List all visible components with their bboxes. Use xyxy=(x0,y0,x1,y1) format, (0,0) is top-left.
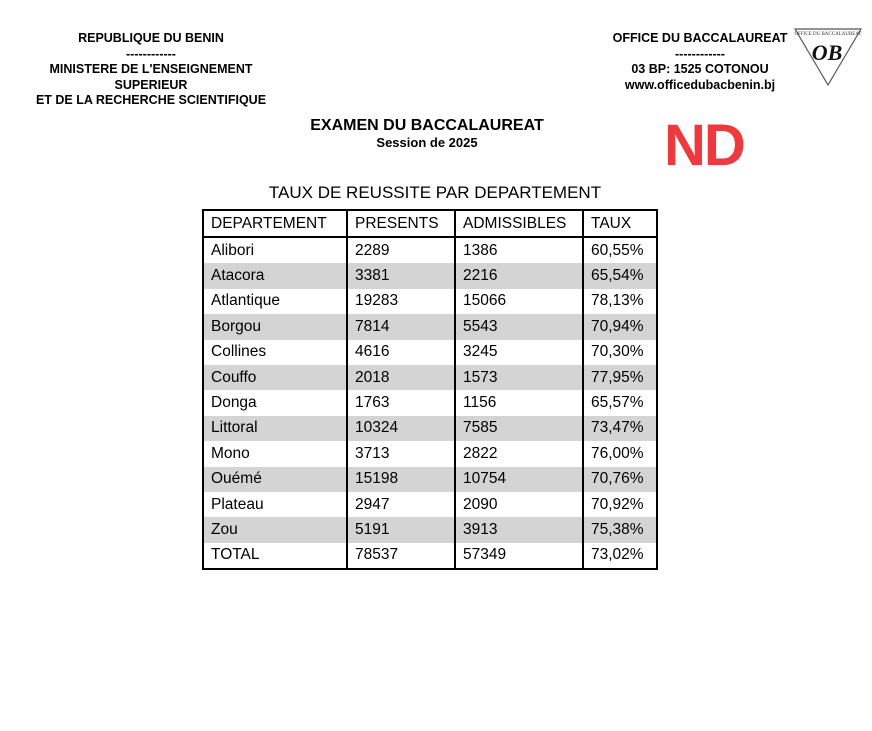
table-caption: TAUX DE REUSSITE PAR DEPARTEMENT xyxy=(268,183,602,202)
cell-admissibles: 1573 xyxy=(455,365,583,390)
nd-brand-logo: ND xyxy=(664,113,744,178)
cell-departement: Alibori xyxy=(203,237,347,263)
table-row xyxy=(203,517,657,542)
table-row xyxy=(203,314,657,339)
cell-departement: Collines xyxy=(203,340,347,365)
table-row xyxy=(203,340,657,365)
page-title: EXAMEN DU BACCALAUREAT xyxy=(310,117,544,134)
page-subtitle: Session de 2025 xyxy=(376,135,478,150)
ministry-line-1: MINISTERE DE L'ENSEIGNEMENT xyxy=(49,62,253,76)
office-website: www.officedubacbenin.bj xyxy=(624,77,776,92)
cell-presents: 2289 xyxy=(347,237,455,263)
cell-presents: 5191 xyxy=(347,517,455,542)
header-admissibles: ADMISSIBLES xyxy=(455,210,583,237)
cell-admissibles: 1386 xyxy=(455,237,583,263)
table-row xyxy=(203,289,657,314)
cell-admissibles: 2822 xyxy=(455,441,583,466)
cell-admissibles: 2216 xyxy=(455,263,583,288)
cell-taux: 75,38% xyxy=(583,517,657,542)
cell-presents: 3381 xyxy=(347,263,455,288)
table-row xyxy=(203,416,657,441)
cell-taux: 77,95% xyxy=(583,365,657,390)
cell-presents: 2947 xyxy=(347,492,455,517)
cell-taux: 70,94% xyxy=(583,314,657,339)
cell-departement: Ouémé xyxy=(203,467,347,492)
table-row xyxy=(203,441,657,466)
cell-departement: Donga xyxy=(203,390,347,415)
cell-presents: 10324 xyxy=(347,416,455,441)
office-bac-emblem-icon xyxy=(792,26,864,88)
cell-departement: Zou xyxy=(203,517,347,542)
table-row xyxy=(203,467,657,492)
header-separator: ------------ xyxy=(126,46,176,61)
cell-departement: Mono xyxy=(203,441,347,466)
cell-departement: Atacora xyxy=(203,263,347,288)
cell-taux: 65,57% xyxy=(583,390,657,415)
emblem-ring-text: OFFICE DU BACCALAUREAT xyxy=(794,32,862,37)
cell-admissibles: 1156 xyxy=(455,390,583,415)
cell-admissibles: 3913 xyxy=(455,517,583,542)
header-taux: TAUX xyxy=(583,210,657,237)
results-table xyxy=(202,209,658,570)
table-row xyxy=(203,237,657,263)
cell-admissibles: 3245 xyxy=(455,340,583,365)
header-departement: DEPARTEMENT xyxy=(203,210,347,237)
cell-departement: TOTAL xyxy=(203,543,347,569)
cell-presents: 1763 xyxy=(347,390,455,415)
cell-taux: 70,76% xyxy=(583,467,657,492)
cell-presents: 2018 xyxy=(347,365,455,390)
cell-taux: 76,00% xyxy=(583,441,657,466)
emblem-monogram: OB xyxy=(811,40,843,65)
table-row xyxy=(203,390,657,415)
office-separator: ------------ xyxy=(675,46,725,61)
ministry-line-3: ET DE LA RECHERCHE SCIENTIFIQUE xyxy=(35,93,267,107)
cell-taux: 65,54% xyxy=(583,263,657,288)
cell-presents: 4616 xyxy=(347,340,455,365)
cell-admissibles: 7585 xyxy=(455,416,583,441)
cell-departement: Plateau xyxy=(203,492,347,517)
cell-taux: 78,13% xyxy=(583,289,657,314)
cell-presents: 15198 xyxy=(347,467,455,492)
cell-admissibles: 5543 xyxy=(455,314,583,339)
ministry-line-2: SUPERIEUR xyxy=(114,77,188,92)
cell-taux: 73,02% xyxy=(583,543,657,569)
cell-taux: 73,47% xyxy=(583,416,657,441)
table-row xyxy=(203,492,657,517)
cell-admissibles: 2090 xyxy=(455,492,583,517)
cell-presents: 7814 xyxy=(347,314,455,339)
cell-departement: Atlantique xyxy=(203,289,347,314)
title-block xyxy=(262,116,592,151)
table-row xyxy=(203,263,657,288)
cell-admissibles: 15066 xyxy=(455,289,583,314)
cell-taux: 70,30% xyxy=(583,340,657,365)
cell-admissibles: 10754 xyxy=(455,467,583,492)
cell-departement: Borgou xyxy=(203,314,347,339)
cell-taux: 70,92% xyxy=(583,492,657,517)
table-row xyxy=(203,365,657,390)
office-address: 03 BP: 1525 COTONOU xyxy=(631,62,769,76)
cell-admissibles: 57349 xyxy=(455,543,583,569)
country-name: REPUBLIQUE DU BENIN xyxy=(78,31,224,45)
office-name: OFFICE DU BACCALAUREAT xyxy=(612,31,788,45)
cell-departement: Littoral xyxy=(203,416,347,441)
cell-presents: 78537 xyxy=(347,543,455,569)
table-row xyxy=(203,543,657,569)
cell-taux: 60,55% xyxy=(583,237,657,263)
cell-presents: 19283 xyxy=(347,289,455,314)
cell-departement: Couffo xyxy=(203,365,347,390)
issuer-block xyxy=(20,31,282,109)
table-header-row xyxy=(203,210,657,237)
header-presents: PRESENTS xyxy=(347,210,455,237)
cell-presents: 3713 xyxy=(347,441,455,466)
office-block xyxy=(600,31,800,93)
